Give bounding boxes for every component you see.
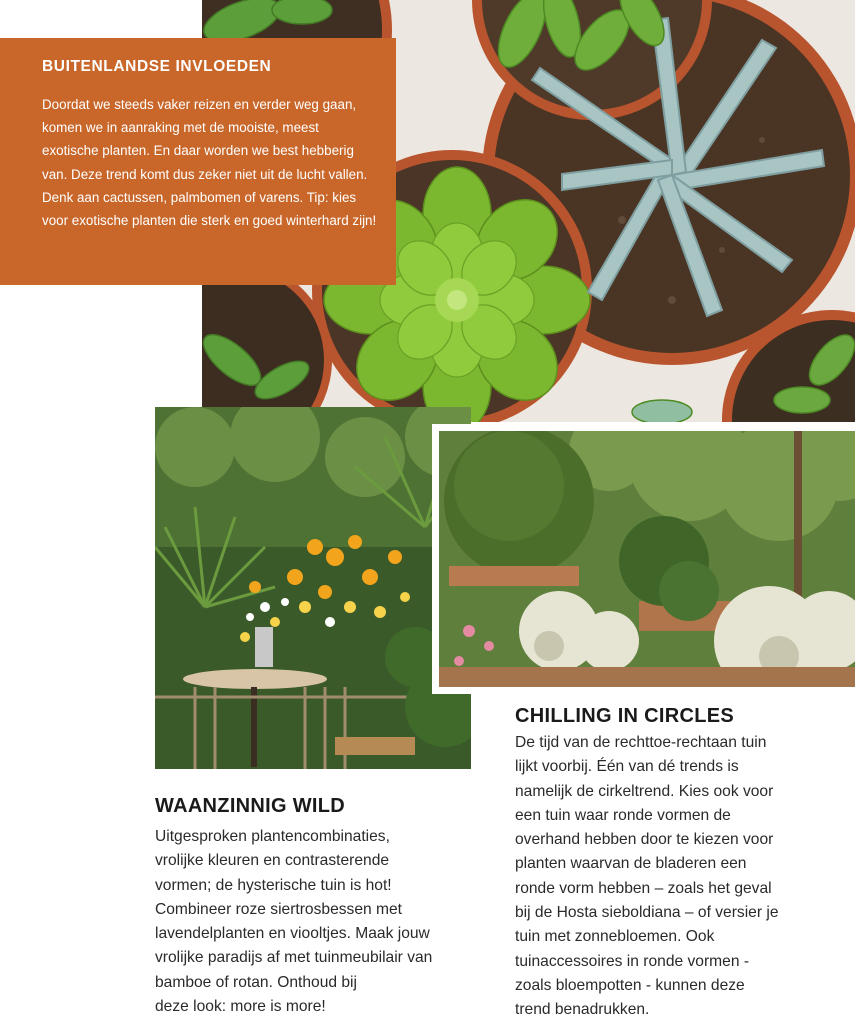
body-line: deze look: more is more! bbox=[155, 998, 326, 1016]
body-line: tuinaccessoires in ronde vormen - bbox=[515, 952, 750, 970]
wild-garden-photo bbox=[155, 407, 471, 769]
body-line: vrolijke kleuren en contrasterende bbox=[155, 852, 390, 870]
section-chilling-in-circles bbox=[515, 705, 845, 1023]
body-line: trend benadrukken. bbox=[515, 1001, 650, 1019]
body-line: vrolijke paradijs af met tuinmeubilair van bbox=[155, 949, 433, 967]
section-title: WAANZINNIG WILD bbox=[155, 795, 346, 817]
body-line: planten waarvan de bladeren een bbox=[515, 855, 747, 873]
body-line: ronde vorm hebben – zoals het geval bbox=[515, 879, 772, 897]
body-line: bij de Hosta sieboldiana – of versier je bbox=[515, 904, 779, 922]
box-title: BUITENLANDSE INVLOEDEN bbox=[42, 58, 272, 75]
body-line: lavendelplanten en viooltjes. Maak jouw bbox=[155, 925, 430, 943]
body-line: zoals bloempotten - kunnen deze bbox=[515, 976, 745, 994]
body-line: Combineer roze siertrosbessen met bbox=[155, 900, 403, 918]
body-line: een tuin waar ronde vormen de bbox=[515, 806, 731, 824]
circle-garden-photo bbox=[432, 424, 855, 694]
body-line: vormen; de hysterische tuin is hot! bbox=[155, 876, 392, 894]
box-text: Doordat we steeds vaker reizen en verder weg gaan, komen we in aanraking met de mooiste, meest exotische planten. En daar worden we best hebberig van. Deze trend komt dus zeker niet uit de lucht vallen. Denk aan cactussen, palmbomen of varens. Tip: kies voor exotische planten die sterk en goed winterhard zijn! bbox=[42, 97, 377, 229]
body-line: lijkt voorbij. Één van dé trends is bbox=[515, 758, 739, 776]
body-line: bamboe of rotan. Onthoud bij bbox=[155, 973, 357, 991]
body-line: overhand hebben door te kiezen voor bbox=[515, 831, 774, 849]
exotic-influences-box bbox=[0, 38, 396, 285]
section-waanzinnig-wild bbox=[155, 795, 475, 1019]
circle-garden-illustration bbox=[439, 431, 855, 687]
body-line: De tijd van de rechttoe-rechtaan tuin bbox=[515, 734, 767, 751]
circle-garden-image bbox=[439, 431, 855, 687]
body-line: tuin met zonnebloemen. Ook bbox=[515, 928, 715, 946]
wild-garden-illustration bbox=[155, 407, 471, 769]
body-line: Uitgesproken plantencombinaties, bbox=[155, 828, 390, 845]
body-line: namelijk de cirkeltrend. Kies ook voor bbox=[515, 782, 774, 800]
section-title: CHILLING IN CIRCLES bbox=[515, 705, 735, 727]
